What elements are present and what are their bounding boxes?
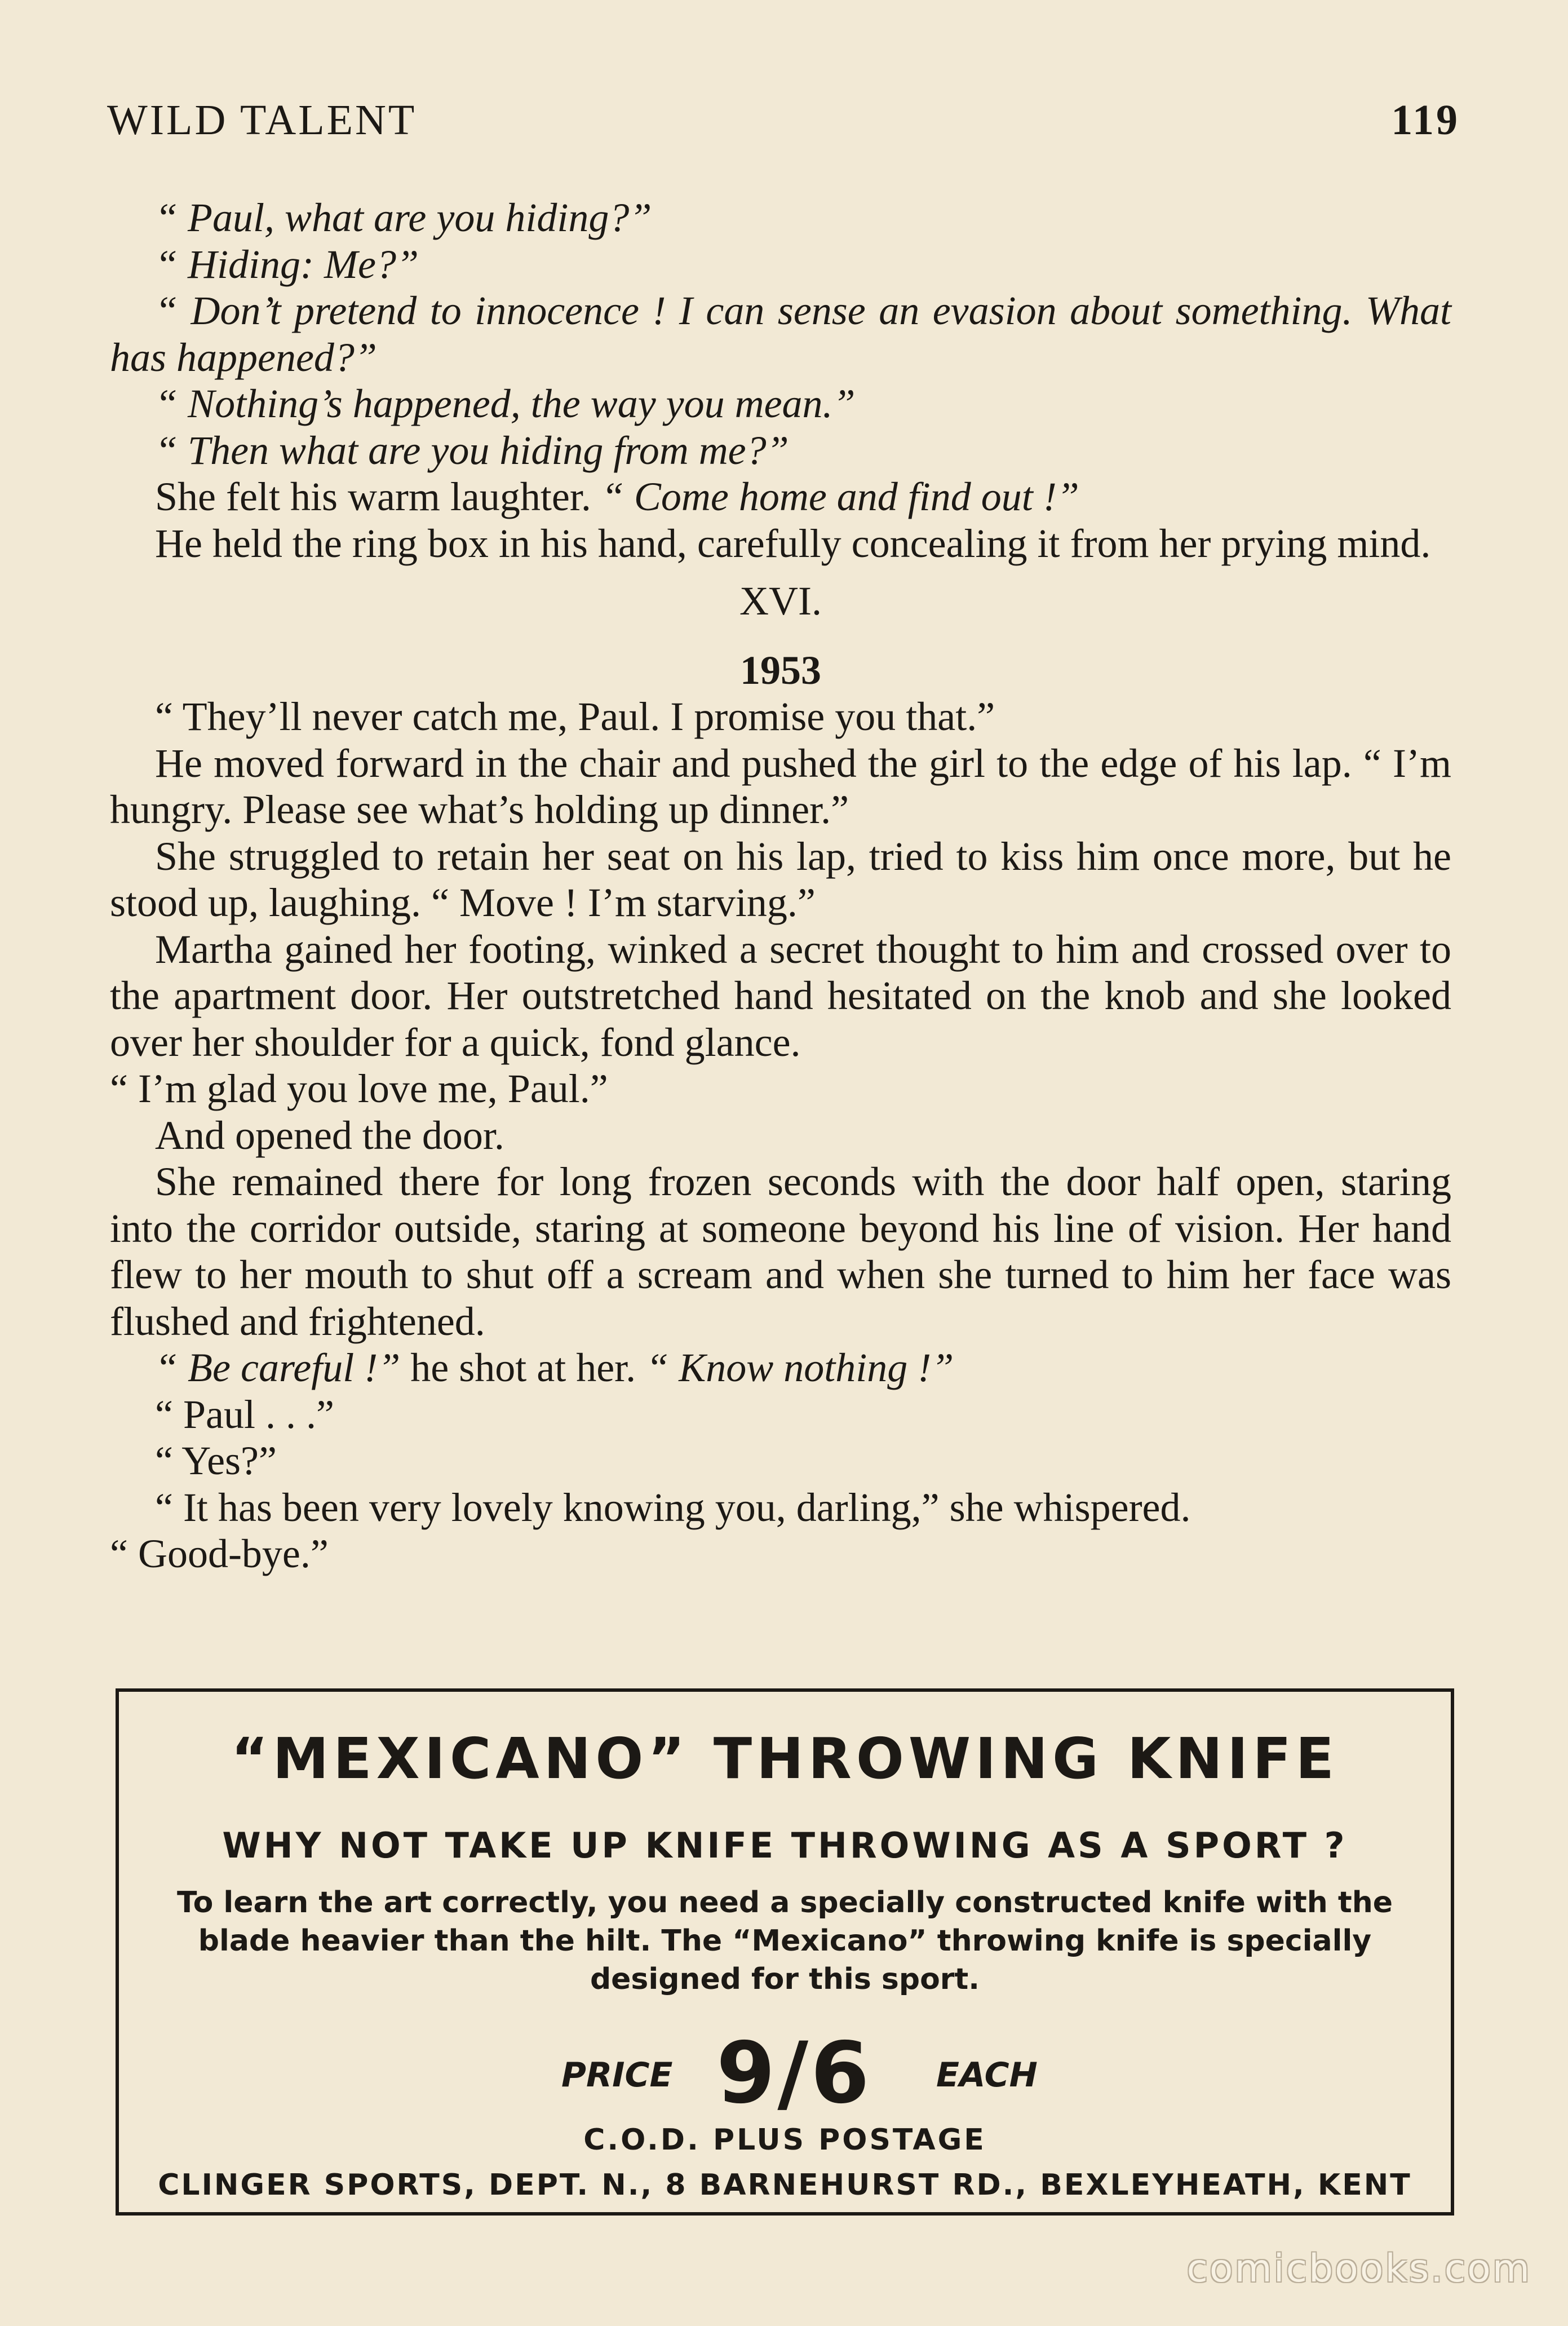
ad-body-line: blade heavier than the hilt. The “Mexicano” throwing knife is specially bbox=[198, 1924, 1372, 1958]
narrative-paragraph: “ They’ll never catch me, Paul. I promise you that.” bbox=[155, 694, 995, 739]
ad-subheading: WHY NOT TAKE UP KNIFE THROWING AS A SPORT ? bbox=[222, 1825, 1348, 1866]
ad-price-unit: EACH bbox=[936, 2055, 1038, 2095]
dialogue-paragraph: “ I’m glad you love me, Paul.” bbox=[110, 1066, 608, 1111]
chapter-year: 1953 bbox=[740, 647, 821, 693]
narrative-paragraph: And opened the door. bbox=[155, 1112, 504, 1158]
ad-body-line: designed for this sport. bbox=[590, 1962, 980, 1996]
dialogue-paragraph: “ Paul . . .” bbox=[155, 1391, 334, 1437]
know-nothing-quote: “ Know nothing !” bbox=[646, 1345, 954, 1390]
dialogue-paragraph: “ Don’t pretend to innocence ! I can sense an evasion about something. What has happened?” bbox=[110, 288, 1451, 380]
dialogue-paragraph: “ Then what are you hiding from me?” bbox=[155, 427, 789, 473]
laughter-quote: “ Come home and find out !” bbox=[601, 474, 1079, 519]
careful-text: he shot at her. bbox=[400, 1345, 646, 1390]
dialogue-paragraph: “ Good-bye.” bbox=[110, 1531, 329, 1576]
dialogue-paragraph: “ It has been very lovely knowing you, darling,” she whispered. bbox=[155, 1484, 1191, 1530]
ad-price: 9/6 bbox=[716, 2024, 872, 2122]
chapter-number: XVI. bbox=[739, 578, 822, 623]
narrative-paragraph bbox=[110, 474, 1451, 520]
ad-address: CLINGER SPORTS, DEPT. N., 8 BARNEHURST RD., BEXLEYHEATH, KENT bbox=[158, 2168, 1412, 2202]
narrative-paragraph bbox=[110, 1345, 1451, 1391]
dialogue-paragraph: “ Hiding: Me?” bbox=[155, 241, 419, 287]
dialogue-paragraph: “ Paul, what are you hiding?” bbox=[155, 195, 652, 240]
advertisement-box bbox=[116, 1688, 1454, 2216]
laughter-text: She felt his warm laughter. bbox=[155, 474, 601, 519]
narrative-paragraph: He moved forward in the chair and pushed the girl to the edge of his lap. “ I’m hungry. Please see what’s holding up dinner.” bbox=[110, 740, 1451, 832]
watermark: comicbooks.com bbox=[1186, 2247, 1531, 2291]
careful-quote: “ Be careful !” bbox=[155, 1345, 401, 1390]
ad-cod-note: C.O.D. PLUS POSTAGE bbox=[583, 2123, 986, 2157]
story-text bbox=[110, 194, 1451, 1577]
ad-body bbox=[170, 1883, 1400, 1998]
ad-headline: “MEXICANO” THROWING KNIFE bbox=[231, 1726, 1339, 1792]
narrative-paragraph: Martha gained her footing, winked a secret thought to him and crossed over to the apartment door. Her outstretched hand hesitated on the knob and she looked over her shoulder for a quick, fond glance. bbox=[110, 926, 1451, 1065]
ad-price-row bbox=[119, 2024, 1451, 2122]
dialogue-paragraph: “ Yes?” bbox=[155, 1438, 277, 1483]
page-number: 119 bbox=[1391, 96, 1460, 144]
narrative-paragraph: She struggled to retain her seat on his lap, tried to kiss him once more, but he stood up, laughing. “ Move ! I’m starving.” bbox=[110, 833, 1451, 925]
running-title: WILD TALENT bbox=[107, 96, 417, 144]
ad-price-label: PRICE bbox=[561, 2055, 673, 2095]
ad-body-line: To learn the art correctly, you need a specially constructed knife with the bbox=[177, 1886, 1393, 1920]
narrative-paragraph: She remained there for long frozen seconds with the door half open, staring into the corridor outside, staring at someone beyond his line of vision. Her hand flew to her mouth to shut off a scream and when she turned to him her face was flushed and frightened. bbox=[110, 1159, 1451, 1344]
dialogue-paragraph: “ Nothing’s happened, the way you mean.” bbox=[155, 381, 856, 426]
narrative-paragraph: He held the ring box in his hand, carefully concealing it from her prying mind. bbox=[155, 520, 1431, 566]
